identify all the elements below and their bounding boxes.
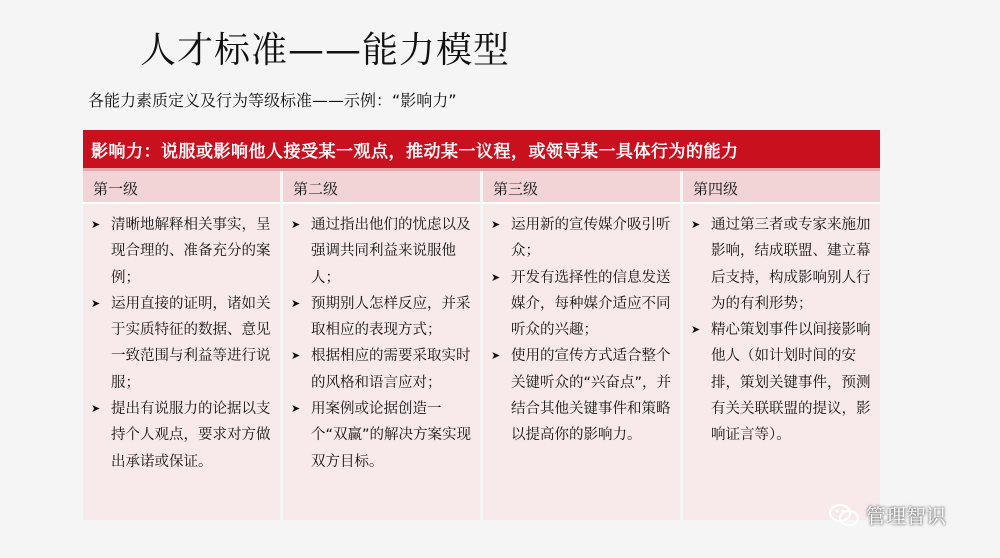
level-body	[83, 204, 280, 520]
level-body	[283, 204, 480, 520]
list-item	[289, 396, 474, 475]
list-item-text: 通过第三者或专家来施加影响，结成联盟、建立幕后支持，构成影响别人行为的有利形势；	[711, 217, 871, 312]
watermark	[828, 500, 946, 529]
bullet-arrow-icon: ➤	[491, 349, 501, 363]
level-column-4	[683, 171, 880, 520]
list-item-text: 运用直接的证明，诸如关于实质特征的数据、意见一致范围与利益等进行说服；	[111, 295, 271, 391]
slide-subtitle: 各能力素质定义及行为等级标准——示例：“影响力”	[88, 91, 457, 110]
list-item	[489, 343, 674, 448]
list-item	[89, 212, 274, 291]
definition-banner: 影响力：说服或影响他人接受某一观点，推动某一议程，或领导某一具体行为的能力	[83, 130, 880, 168]
bullet-arrow-icon: ➤	[91, 296, 101, 310]
list-item	[689, 317, 874, 448]
list-item	[89, 396, 274, 475]
list-item-text: 使用的宣传方式适合整个关键听众的“兴奋点”，并结合其他关键事件和策略以提高你的影响力。	[511, 348, 672, 444]
list-item	[489, 212, 674, 265]
list-item-text: 精心策划事件以间接影响他人（如计划时间的安排，策划关键事件，预测有关关联联盟的提议，影响证言等）。	[711, 322, 871, 444]
bullet-arrow-icon: ➤	[691, 218, 701, 231]
bullet-arrow-icon: ➤	[691, 323, 701, 337]
list-item	[689, 212, 874, 317]
bullet-arrow-icon: ➤	[491, 270, 501, 284]
list-item-text: 提出有说服力的论据以支持个人观点，要求对方做出承诺或保证。	[111, 401, 271, 470]
bullet-arrow-icon: ➤	[91, 218, 101, 231]
bullet-arrow-icon: ➤	[291, 349, 301, 363]
bullet-arrow-icon: ➤	[291, 402, 301, 416]
list-item-text: 清晰地解释相关事实，呈现合理的、准备充分的案例；	[111, 217, 271, 286]
watermark-text: 管理智识	[866, 504, 946, 528]
list-item	[489, 265, 674, 344]
competency-table	[83, 130, 880, 520]
list-item-text: 通过指出他们的忧虑以及强调共同利益来说服他人；	[311, 217, 471, 286]
list-item-text: 根据相应的需要采取实时的风格和语言应对；	[311, 348, 471, 391]
level-column-2	[283, 171, 480, 520]
bullet-arrow-icon: ➤	[291, 218, 301, 231]
level-column-3	[483, 171, 680, 520]
level-header: 第一级	[83, 171, 280, 204]
list-item-text: 预期别人怎样反应，并采取相应的表现方式；	[311, 295, 471, 339]
list-item-text: 运用新的宣传媒介吸引听众；	[511, 217, 671, 260]
slide-title: 人才标准——能力模型	[140, 30, 511, 71]
level-header: 第二级	[283, 171, 480, 204]
list-item	[289, 291, 474, 344]
wechat-icon	[828, 502, 860, 528]
list-item	[289, 212, 474, 291]
level-header: 第四级	[683, 171, 880, 204]
level-body	[683, 204, 880, 520]
list-item	[289, 343, 474, 396]
list-item	[89, 291, 274, 396]
level-header: 第三级	[483, 171, 680, 204]
bullet-arrow-icon: ➤	[291, 296, 301, 310]
list-item-text: 开发有选择性的信息发送媒介，每种媒介适应不同听众的兴趣；	[511, 269, 671, 339]
list-item-text: 用案例或论据创造一个“双赢”的解决方案实现双方目标。	[311, 401, 472, 470]
bullet-arrow-icon: ➤	[491, 218, 501, 231]
bullet-arrow-icon: ➤	[91, 402, 101, 416]
level-column-1	[83, 171, 280, 520]
level-body	[483, 204, 680, 520]
